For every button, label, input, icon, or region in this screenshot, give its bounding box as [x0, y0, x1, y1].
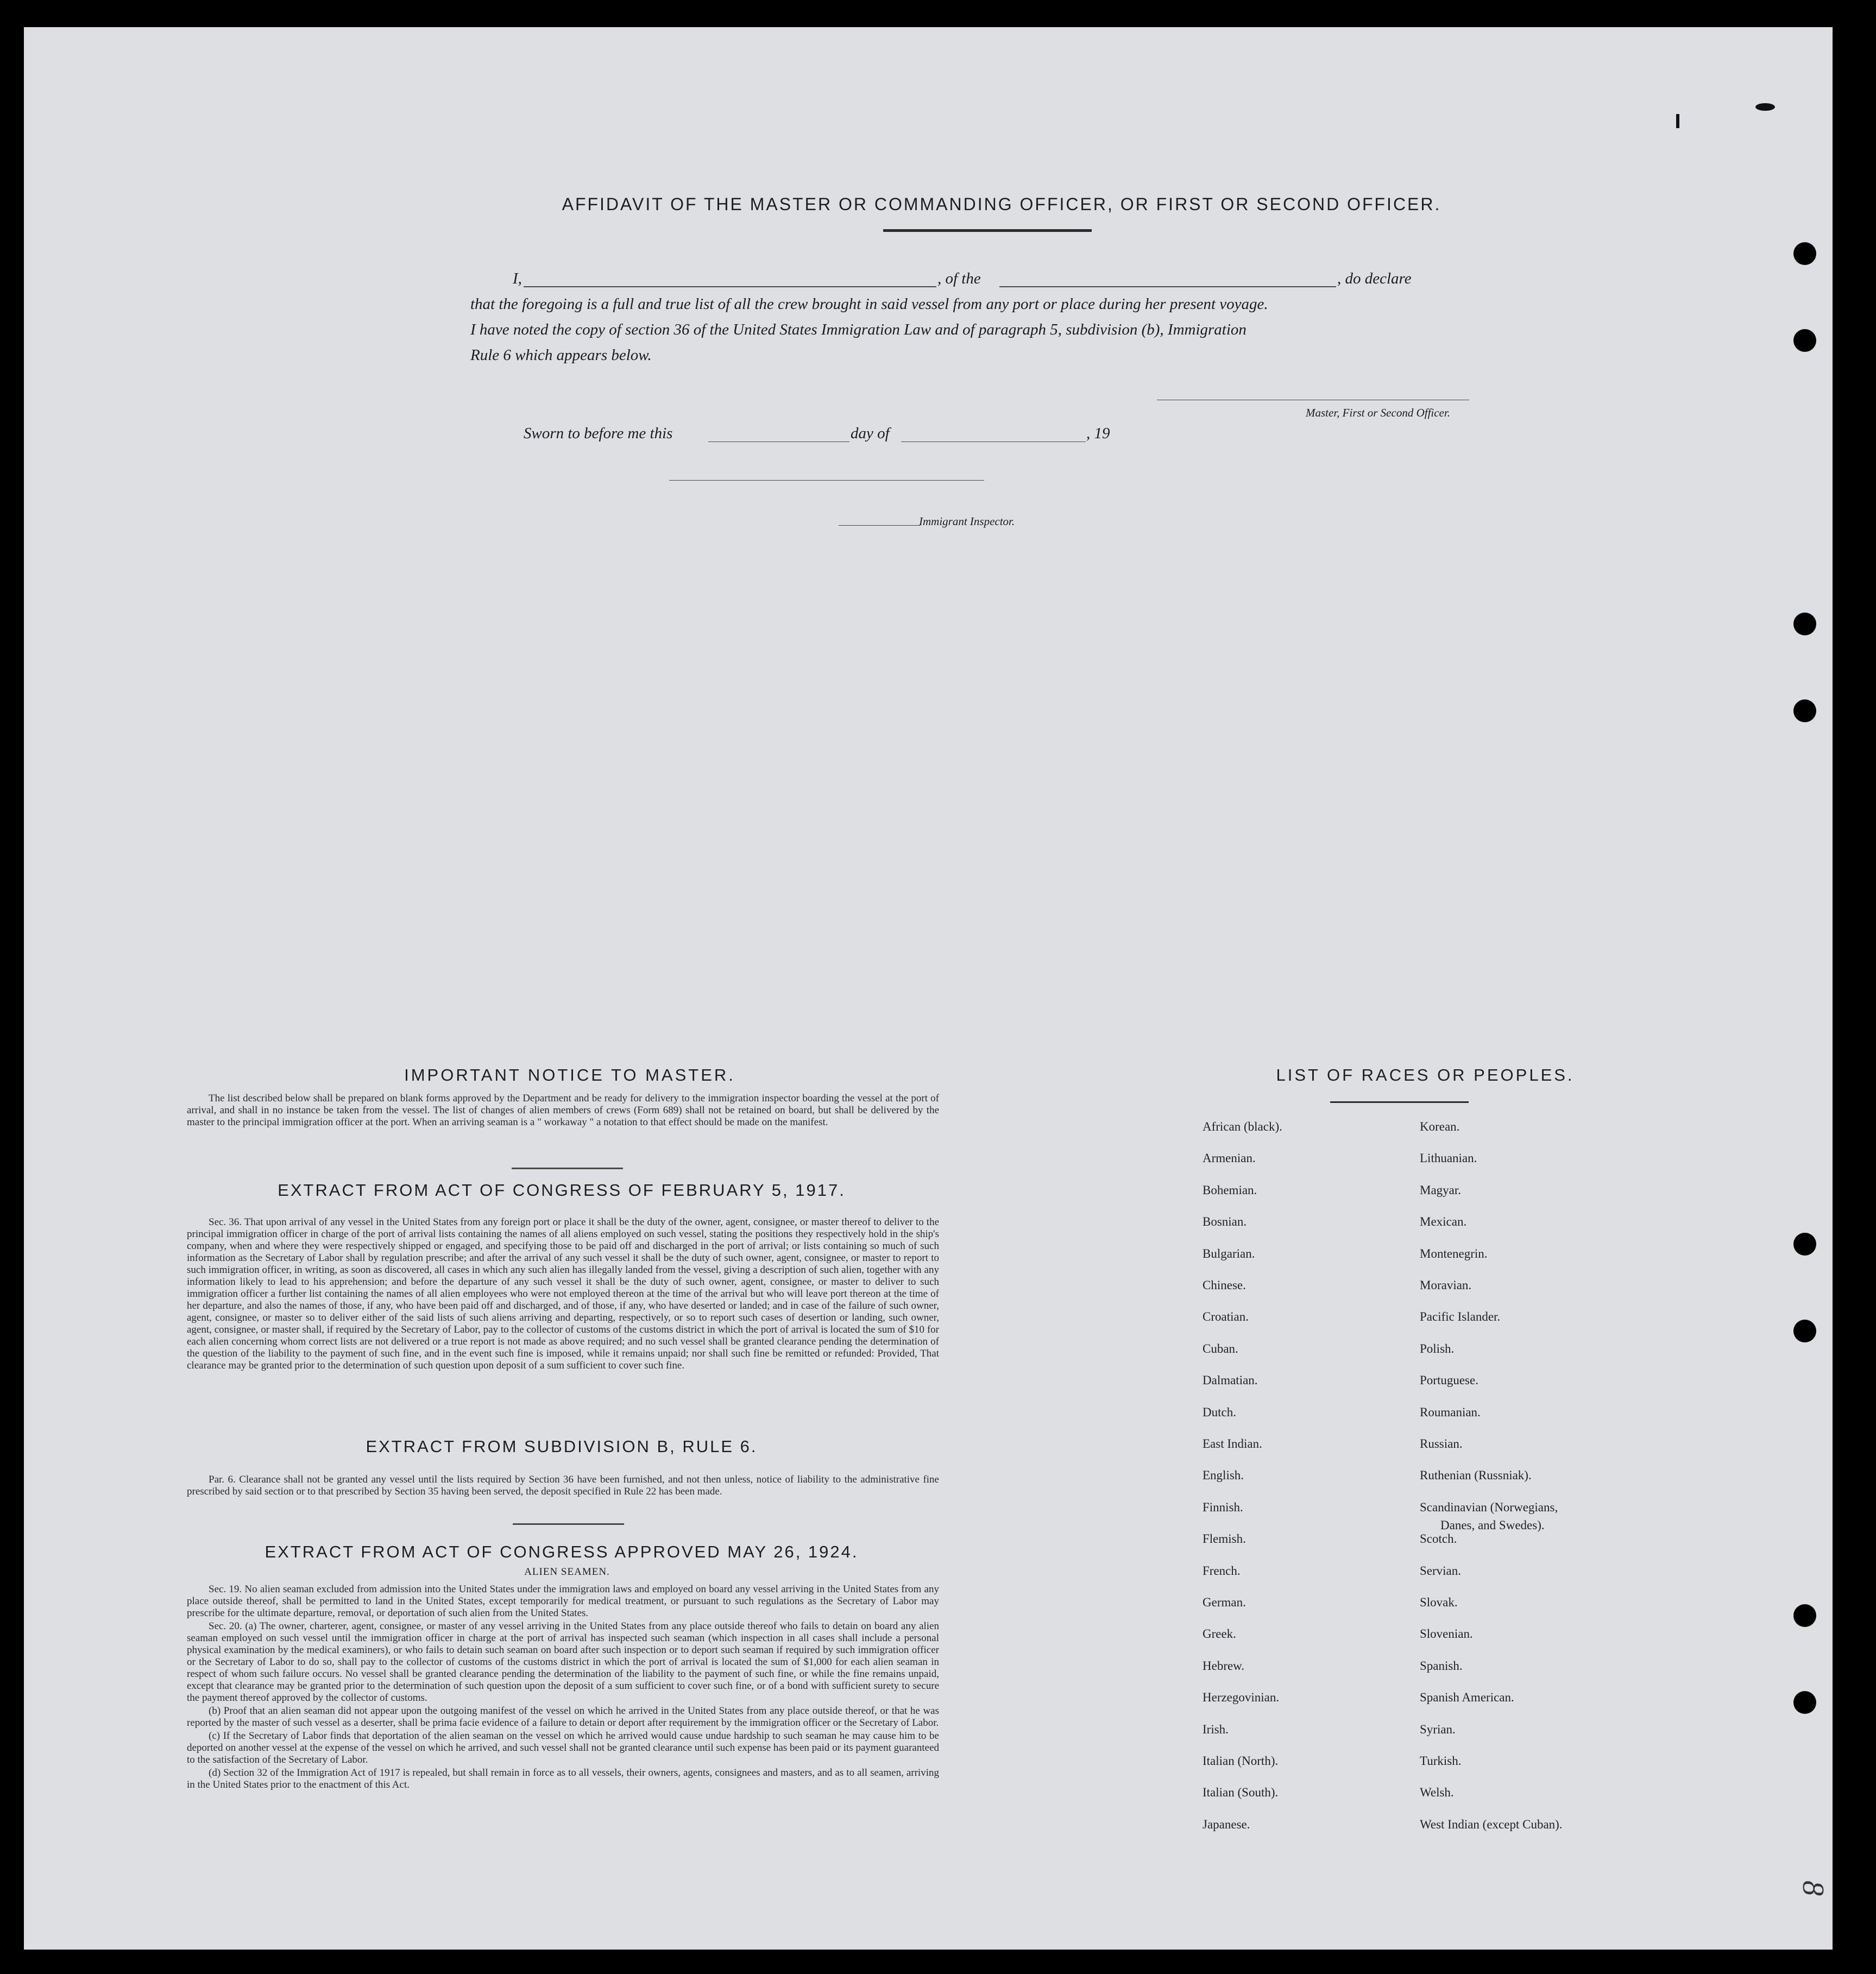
binder-hole	[1793, 613, 1816, 635]
binder-hole	[1793, 1320, 1816, 1342]
inspector-caption: Immigrant Inspector.	[919, 515, 1015, 528]
race-right-item: Polish.	[1420, 1342, 1455, 1355]
race-right-item: Montenegrin.	[1420, 1247, 1488, 1260]
section-20a: Sec. 20. (a) The owner, charterer, agent, consignee, or master of any vessel arriving in the United States from any place outside thereof who fails to detain on board any alien seaman employed on such vessel until the immigration officer in charge at the port of arrival has inspected such seaman (which inspection in all cases shall include a personal physical examination by the medical examiners), or who fails to detain such seaman on board after such inspection or to deport such seaman if required by such immigration officer or the Secretary of Labor to do so, shall pay to the collector of customs of the customs district in which the port of arrival is located the sum of $1,000 for each alien seaman in respect of whom such failure occurs. No vessel shall be granted clearance pending the determination of the liability to the payment of such fine, or while the fine remains unpaid, except that clearance may be granted prior to the determination of such question upon the deposit of a sum sufficient to cover such fine, or of a bond with sufficient surety to secure the payment thereof approved by the collector of customs.	[187, 1620, 939, 1704]
extract-1917-text: Sec. 36. That upon arrival of any vessel in the United States from any foreign port or place it shall be the duty of the owner, agent, consignee, or master thereof to deliver to the principal immigration officer in charge of the port of arrival lists containing the names of all aliens employed on such vessel, stating the positions they respectively hold in the ship's company, when and where they were respectively shipped or engaged, and specifying those to be paid off and discharged in the port of arrival; or lists containing so much of such information as the Secretary of Labor shall by regulation prescribe; and after the arrival of any such vessel it shall be the duty of such owner, agent, consignee, or master to report to such immigration officer, in writing, as soon as discovered, all cases in which any such alien has illegally landed from the vessel, giving a description of such alien, together with any information likely to lead to his apprehension; and before the departure of any such vessel it shall be the duty of such owner, agent, consignee, or master to deliver to such immigration officer a further list containing the names of all alien employees who were not employed thereon at the time of the arrival but who will leave port thereon at the time of her departure, and also the names of those, if any, who have been paid off and discharged, and of those, if any, who have deserted or landed; and in case of the failure of such owner, agent, consignee, or master so to deliver either of the said lists of such aliens arriving and departing, respectively, or so to report such cases of desertion or landing, such owner, agent, consignee, or master shall, if required by the Secretary of Labor, pay to the collector of customs of the customs district in which the port of arrival is located the sum of $10 for each alien concerning whom correct lists are not delivered or a true report is not made as above required; and no such vessel shall be granted clearance pending the determination of the question of the liability to the payment of such fine, and in the event such fine is imposed, while it remains unpaid; nor shall such fine be remitted or refunded: Provided, That clearance may be granted prior to the determination of such question upon deposit of a sum sufficient to cover such fine.	[187, 1216, 939, 1371]
race-left-item: Bohemian.	[1203, 1183, 1257, 1197]
sworn-day-of: day of	[851, 425, 890, 442]
extract-1924-text	[187, 1584, 939, 1792]
sworn-prefix: Sworn to before me this	[524, 425, 673, 442]
race-left-item: Dutch.	[1203, 1405, 1236, 1419]
race-left-item: Croatian.	[1203, 1310, 1249, 1323]
binder-hole	[1793, 329, 1816, 352]
race-left-item: Greek.	[1203, 1627, 1236, 1641]
race-left-item: Armenian.	[1203, 1151, 1256, 1165]
race-left-item: Hebrew.	[1203, 1659, 1245, 1673]
race-left-item: East Indian.	[1203, 1437, 1262, 1450]
declarant-name-field	[524, 286, 936, 287]
race-left-item: Herzegovinian.	[1203, 1691, 1280, 1704]
race-left-item: African (black).	[1203, 1120, 1282, 1133]
margin-mark: 8	[1796, 1881, 1830, 1896]
declaration-line-4: Rule 6 which appears below.	[470, 346, 652, 364]
ink-tick	[1676, 114, 1679, 128]
section-20b: (b) Proof that an alien seaman did not appear upon the outgoing manifest of the vessel on which he arrived in the United States from any place outside thereof, or that he was reported by the master of such vessel as a deserter, shall be prima facie evidence of a failure to detain or deport after requirement by the immigration officer or the Secretary of Labor.	[187, 1705, 939, 1729]
inspector-name-line	[839, 525, 920, 526]
notice-title: IMPORTANT NOTICE TO MASTER.	[404, 1065, 735, 1084]
extract-1924-subtitle: ALIEN SEAMEN.	[524, 1566, 610, 1578]
race-right-item: Slovak.	[1420, 1595, 1458, 1609]
race-right-item: Syrian.	[1420, 1723, 1456, 1736]
binder-hole	[1793, 1233, 1816, 1256]
race-left-item: Italian (South).	[1203, 1786, 1279, 1799]
rule6-divider	[513, 1523, 624, 1525]
race-left-item: Japanese.	[1203, 1818, 1250, 1831]
sworn-line	[524, 425, 1175, 446]
race-left-item: Irish.	[1203, 1723, 1229, 1736]
of-the-label: , of the	[937, 270, 981, 287]
race-right-item: Pacific Islander.	[1420, 1310, 1501, 1323]
declaration-text	[470, 266, 1521, 368]
binder-hole	[1793, 699, 1816, 722]
race-right-item: Moravian.	[1420, 1278, 1472, 1292]
race-left-item: Cuban.	[1203, 1342, 1238, 1355]
document-page	[24, 27, 1833, 1950]
race-left-item: Flemish.	[1203, 1532, 1246, 1546]
race-right-item: Roumanian.	[1420, 1405, 1481, 1419]
race-right-item: Scotch.	[1420, 1532, 1457, 1546]
extract-rule6-title: EXTRACT FROM SUBDIVISION B, RULE 6.	[366, 1437, 758, 1456]
race-left-item: English.	[1203, 1468, 1244, 1482]
race-right-item: Scandinavian (Norwegians,	[1420, 1500, 1558, 1514]
binder-hole	[1793, 1604, 1816, 1627]
do-declare-label: , do declare	[1337, 270, 1412, 287]
binder-hole	[1793, 1691, 1816, 1714]
race-right-item: Slovenian.	[1420, 1627, 1473, 1641]
races-underline	[1330, 1101, 1469, 1103]
race-right-item: Spanish.	[1420, 1659, 1463, 1673]
race-right-item: West Indian (except Cuban).	[1420, 1818, 1563, 1831]
extract-rule6-text: Par. 6. Clearance shall not be granted any vessel until the lists required by Section 36 have been furnished, and not then unless, notice of liability to the administrative fine prescribed by said section or to that prescribed by Section 35 having been served, the deposit specified in Rule 22 has been made.	[187, 1474, 939, 1497]
ink-mark	[1755, 103, 1775, 111]
race-right-item: Servian.	[1420, 1564, 1462, 1578]
race-left-item: Dalmatian.	[1203, 1373, 1258, 1387]
race-right-item: Turkish.	[1420, 1754, 1462, 1768]
declaration-line-2: that the foregoing is a full and true list of all the crew brought in said vessel from any port or place during her present voyage.	[470, 295, 1268, 313]
officer-signature-caption: Master, First or Second Officer.	[1306, 406, 1450, 419]
race-left-item: Finnish.	[1203, 1500, 1243, 1514]
sworn-year: , 19	[1086, 425, 1110, 442]
race-right-item: Spanish American.	[1420, 1691, 1514, 1704]
race-right-item: Portuguese.	[1420, 1373, 1478, 1387]
title-underline	[883, 229, 1092, 232]
vessel-name-field	[999, 286, 1336, 287]
race-right-item: Lithuanian.	[1420, 1151, 1477, 1165]
notice-divider	[512, 1168, 623, 1169]
race-right-item: Ruthenian (Russniak).	[1420, 1468, 1532, 1482]
race-left-item: Italian (North).	[1203, 1754, 1279, 1768]
race-right-item: Welsh.	[1420, 1786, 1454, 1799]
affidavit-title: AFFIDAVIT OF THE MASTER OR COMMANDING OFFICER, OR FIRST OR SECOND OFFICER.	[562, 194, 1441, 214]
race-right-item: Mexican.	[1420, 1215, 1467, 1228]
inspector-signature-line	[669, 480, 984, 481]
races-title: LIST OF RACES OR PEOPLES.	[1276, 1065, 1575, 1084]
section-19: Sec. 19. No alien seaman excluded from admission into the United States under the immigration laws and employed on board any vessel arriving in the United States from any place outside thereof, shall be permitted to land in the United States, except temporarily for medical treatment, or pursuant to such regulations as the Secretary of Labor may prescribe for the ultimate departure, removal, or deportation of such alien from the United States.	[187, 1584, 939, 1619]
notice-text: The list described below shall be prepared on blank forms approved by the Department and be ready for delivery to the immigration inspector boarding the vessel at the port of arrival, and shall in no instance be taken from the vessel. The list of changes of alien members of crews (Form 689) shall not be retained on board, but shall be delivered by the master to the principal immigration officer at the port. When an arriving seaman is a " workaway " a notation to that effect should be made on the manifest.	[187, 1093, 939, 1128]
extract-1917-title: EXTRACT FROM ACT OF CONGRESS OF FEBRUARY 5, 1917.	[278, 1181, 846, 1200]
race-left-item: German.	[1203, 1595, 1246, 1609]
declarant-label: I,	[513, 270, 522, 287]
binder-hole	[1793, 242, 1816, 265]
race-left-item: French.	[1203, 1564, 1241, 1578]
race-right-item: Magyar.	[1420, 1183, 1462, 1197]
section-20c: (c) If the Secretary of Labor finds that deportation of the alien seaman on the vessel on which he arrived would cause undue hardship to such seaman he may cause him to be deported on another vessel at the expense of the vessel on which he arrived, and such vessel shall not be granted clearance until such expense has been paid or its payment guaranteed to the satisfaction of the Secretary of Labor.	[187, 1730, 939, 1765]
race-right-item: Russian.	[1420, 1437, 1463, 1450]
race-left-item: Chinese.	[1203, 1278, 1246, 1292]
race-right-item: Korean.	[1420, 1120, 1460, 1133]
race-left-item: Bosnian.	[1203, 1215, 1247, 1228]
section-20d: (d) Section 32 of the Immigration Act of 1917 is repealed, but shall remain in force as to all vessels, their owners, agents, consignees and masters, and as to all seamen, arriving in the United States prior to the enactment of this Act.	[187, 1767, 939, 1790]
declaration-line-3: I have noted the copy of section 36 of the United States Immigration Law and of paragraph 5, subdivision (b), Immigration	[470, 321, 1247, 338]
extract-1924-title: EXTRACT FROM ACT OF CONGRESS APPROVED MAY 26, 1924.	[265, 1542, 859, 1561]
race-left-item: Bulgarian.	[1203, 1247, 1255, 1260]
race-scandinavian-continued: Danes, and Swedes).	[1440, 1518, 1545, 1532]
